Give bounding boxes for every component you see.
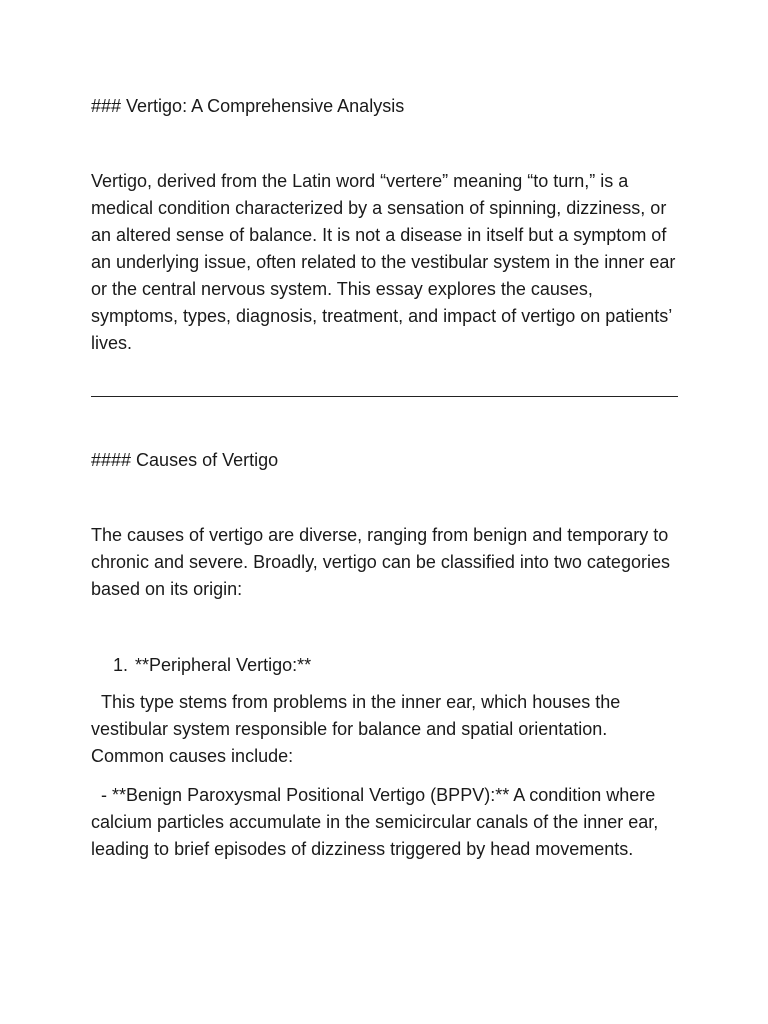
bppv-paragraph: - **Benign Paroxysmal Positional Vertigo (BPPV):** A condition where calcium particles accumulate in the semicircular canals of the inner ear, leading to brief episodes of dizziness triggered by head movements. — [91, 785, 664, 859]
peripheral-paragraph: This type stems from problems in the inner ear, which houses the vestibular system responsible for balance and spatial orientation. Common causes include: — [91, 692, 626, 766]
causes-paragraph: The causes of vertigo are diverse, ranging from benign and temporary to chronic and severe. Broadly, vertigo can be classified into two categories based on its origin: — [91, 525, 670, 599]
list-item-label: **Peripheral Vertigo:** — [135, 655, 312, 675]
document-title: ### Vertigo: A Comprehensive Analysis — [91, 96, 405, 116]
section-heading-causes: #### Causes of Vertigo — [91, 450, 279, 470]
horizontal-rule — [91, 396, 678, 397]
list-item-number: 1. — [113, 655, 129, 675]
list-item — [113, 652, 311, 679]
intro-paragraph: Vertigo, derived from the Latin word “vertere” meaning “to turn,” is a medical condition characterized by a sensation of spinning, dizziness, or an altered sense of balance. It is not a disease in itself but a symptom of an underlying issue, often related to the vestibular system in the inner ear or the central nervous system. This essay explores the causes, symptoms, types, diagnosis, treatment, and impact of vertigo on patients’ lives. — [91, 171, 676, 353]
